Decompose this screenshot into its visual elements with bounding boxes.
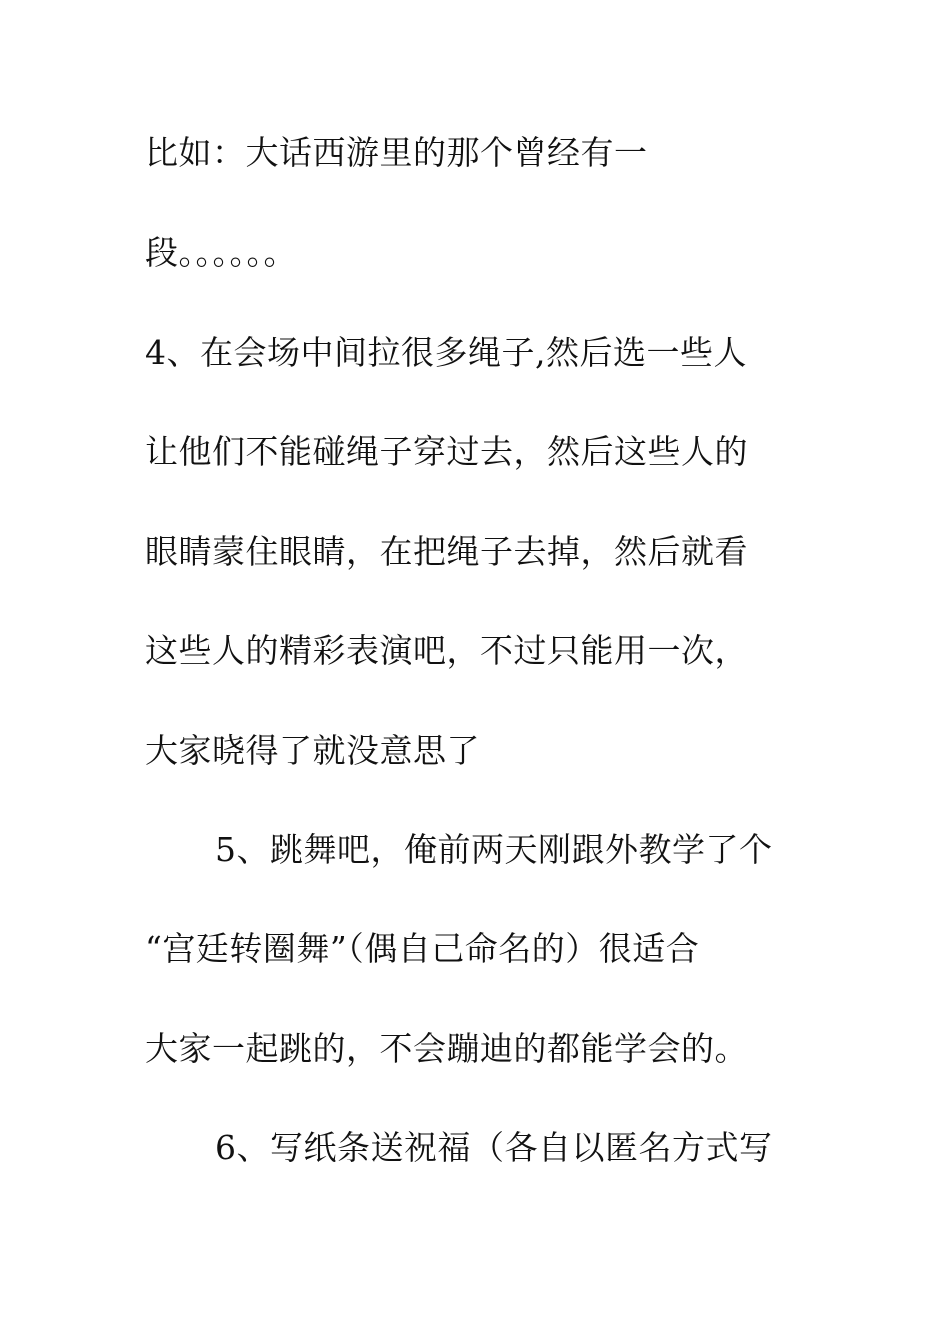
text-line-9: “宫廷转圈舞”（偶自己命名的）很适合 [145,929,700,968]
text-line-5: 眼睛蒙住眼睛，在把绳子去掉，然后就看 [145,532,748,571]
text-line-11: 6、写纸条送祝福（各自以匿名方式写 [215,1128,773,1167]
text-line-2: 段。。。。。。 [145,233,297,272]
text-line-4: 让他们不能碰绳子穿过去，然后这些人的 [145,432,748,471]
text-line-1: 比如：大话西游里的那个曾经有一 [145,133,648,172]
text-line-6: 这些人的精彩表演吧，不过只能用一次， [145,631,748,670]
text-line-8: 5、跳舞吧，俺前两天刚跟外教学了个 [215,830,773,869]
text-line-3: 4、在会场中间拉很多绳子,然后选一些人 [145,333,747,372]
text-line-10: 大家一起跳的，不会蹦迪的都能学会的。 [145,1029,748,1068]
text-line-7: 大家晓得了就没意思了 [145,731,480,770]
